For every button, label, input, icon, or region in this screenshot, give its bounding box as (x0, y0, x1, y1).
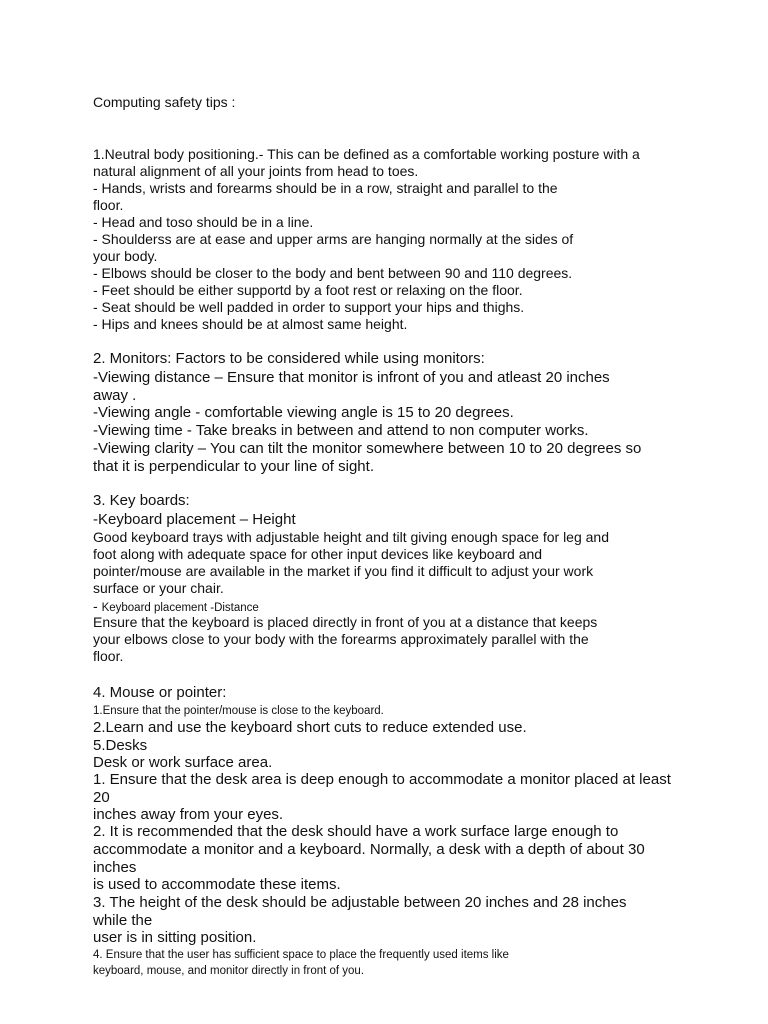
section3-para1-line: pointer/mouse are available in the market if you find it difficult to adjust your work (93, 563, 594, 579)
section3-heading: 3. Key boards: (93, 492, 190, 509)
section1-line: - Seat should be well padded in order to support your hips and thighs. (93, 299, 525, 315)
section5-item4-line: keyboard, mouse, and monitor directly in front of you. (93, 965, 365, 977)
section5-line: accommodate a monitor and a keyboard. Normally, a desk with a depth of about 30 (93, 841, 645, 858)
section1-line: - Feet should be either supportd by a foot rest or relaxing on the floor. (93, 282, 523, 298)
section5-line: 2. It is recommended that the desk should have a work surface large enough to (93, 823, 619, 840)
section1-line: floor. (93, 197, 124, 213)
section4-item: 1.Ensure that the pointer/mouse is close to the keyboard. (93, 705, 384, 717)
section2-line: that it is perpendicular to your line of sight. (93, 458, 374, 475)
section5-item4-line: 4. Ensure that the user has sufficient space to place the frequently used items like (93, 949, 509, 961)
section1-line: - Head and toso should be in a line. (93, 214, 314, 230)
section5-line: 1. Ensure that the desk area is deep enough to accommodate a monitor placed at least (93, 771, 671, 788)
dash-mark: - (93, 598, 98, 614)
section5-line: while the (93, 912, 153, 929)
section3-para1-line: Good keyboard trays with adjustable height and tilt giving enough space for leg and (93, 529, 610, 545)
section3-para1-line: foot along with adequate space for other input devices like keyboard and (93, 546, 543, 562)
section1-line: - Shoulderss are at ease and upper arms are hanging normally at the sides of (93, 231, 574, 247)
section5-line: inches (93, 859, 137, 876)
section2-line: -Viewing time - Take breaks in between and attend to non computer works. (93, 422, 589, 439)
section4-heading: 4. Mouse or pointer: (93, 684, 227, 701)
section2-line: -Viewing clarity – You can tilt the monitor somewhere between 10 to 20 degrees so (93, 440, 642, 457)
section2-line: -Viewing distance – Ensure that monitor is infront of you and atleast 20 inches (93, 369, 610, 386)
section3-distance-line (93, 598, 259, 615)
section3-para2-line: floor. (93, 648, 124, 664)
section5-sub: Desk or work surface area. (93, 754, 273, 771)
keyboard-distance-label: Keyboard placement -Distance (101, 602, 259, 614)
section5-line: inches away from your eyes. (93, 806, 284, 823)
section3-para2-line: your elbows close to your body with the forearms approximately parallel with the (93, 631, 589, 647)
section5-line: 3. The height of the desk should be adjustable between 20 inches and 28 inches (93, 894, 627, 911)
section1-line: - Hips and knees should be at almost same height. (93, 316, 408, 332)
section1-line: 1.Neutral body positioning.- This can be defined as a comfortable working posture with a (93, 146, 640, 162)
section5-line: user is in sitting position. (93, 929, 257, 946)
section4-item: 2.Learn and use the keyboard short cuts to reduce extended use. (93, 719, 527, 736)
section5-heading: 5.Desks (93, 737, 148, 754)
document-title: Computing safety tips : (93, 94, 236, 110)
section1-line: - Elbows should be closer to the body and bent between 90 and 110 degrees. (93, 265, 573, 281)
section1-line: natural alignment of all your joints from head to toes. (93, 163, 419, 179)
section5-line: 20 (93, 789, 110, 806)
section1-line: your body. (93, 248, 158, 264)
section2-line: 2. Monitors: Factors to be considered while using monitors: (93, 350, 485, 367)
section3-subheading: -Keyboard placement – Height (93, 511, 296, 528)
section3-para2-line: Ensure that the keyboard is placed directly in front of you at a distance that keeps (93, 614, 598, 630)
section2-line: -Viewing angle - comfortable viewing angle is 15 to 20 degrees. (93, 404, 514, 421)
section3-para1-line: surface or your chair. (93, 580, 224, 596)
section2-line: away . (93, 387, 137, 404)
section1-line: - Hands, wrists and forearms should be in a row, straight and parallel to the (93, 180, 558, 196)
section5-line: is used to accommodate these items. (93, 876, 341, 893)
